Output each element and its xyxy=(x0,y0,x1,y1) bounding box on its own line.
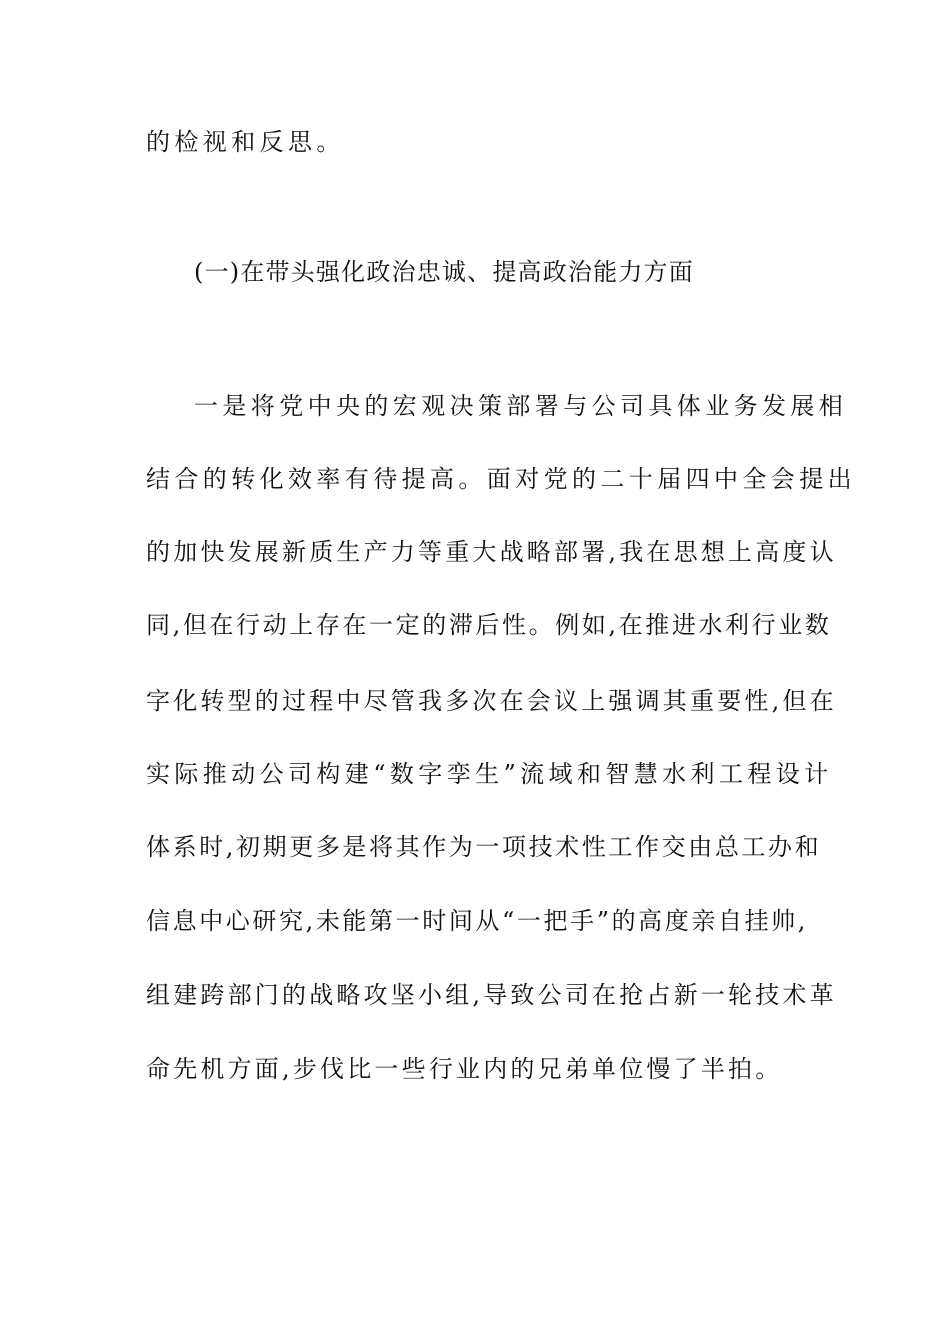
paragraph-line: 一是将党中央的宏观决策部署与公司具体业务发展相 xyxy=(194,392,848,420)
paragraph-line: 字化转型的过程中尽管我多次在会议上强调其重要性,但在 xyxy=(146,687,837,715)
continuation-text: 的检视和反思。 xyxy=(146,128,345,156)
paragraph-line: 体系时,初期更多是将其作为一项技术性工作交由总工办和 xyxy=(146,833,822,861)
paragraph-line: 结合的转化效率有待提高。面对党的二十届四中全会提出 xyxy=(146,465,856,493)
paragraph-line: 同,但在行动上存在一定的滞后性。例如,在推进水利行业数 xyxy=(146,611,832,639)
paragraph-line: 实际推动公司构建“数字孪生”流域和智慧水利工程设计 xyxy=(146,760,833,788)
paragraph-line: 命先机方面,步伐比一些行业内的兄弟单位慢了半拍。 xyxy=(146,1055,783,1083)
paragraph-line: 信息中心研究,未能第一时间从“一把手”的高度亲自挂帅, xyxy=(146,907,808,935)
paragraph-line: 的加快发展新质生产力等重大战略部署,我在思想上高度认 xyxy=(146,538,837,566)
paragraph-line: 组建跨部门的战略攻坚小组,导致公司在抢占新一轮技术革 xyxy=(146,981,837,1009)
section-heading: (一)在带头强化政治忠诚、提高政治能力方面 xyxy=(194,258,694,286)
